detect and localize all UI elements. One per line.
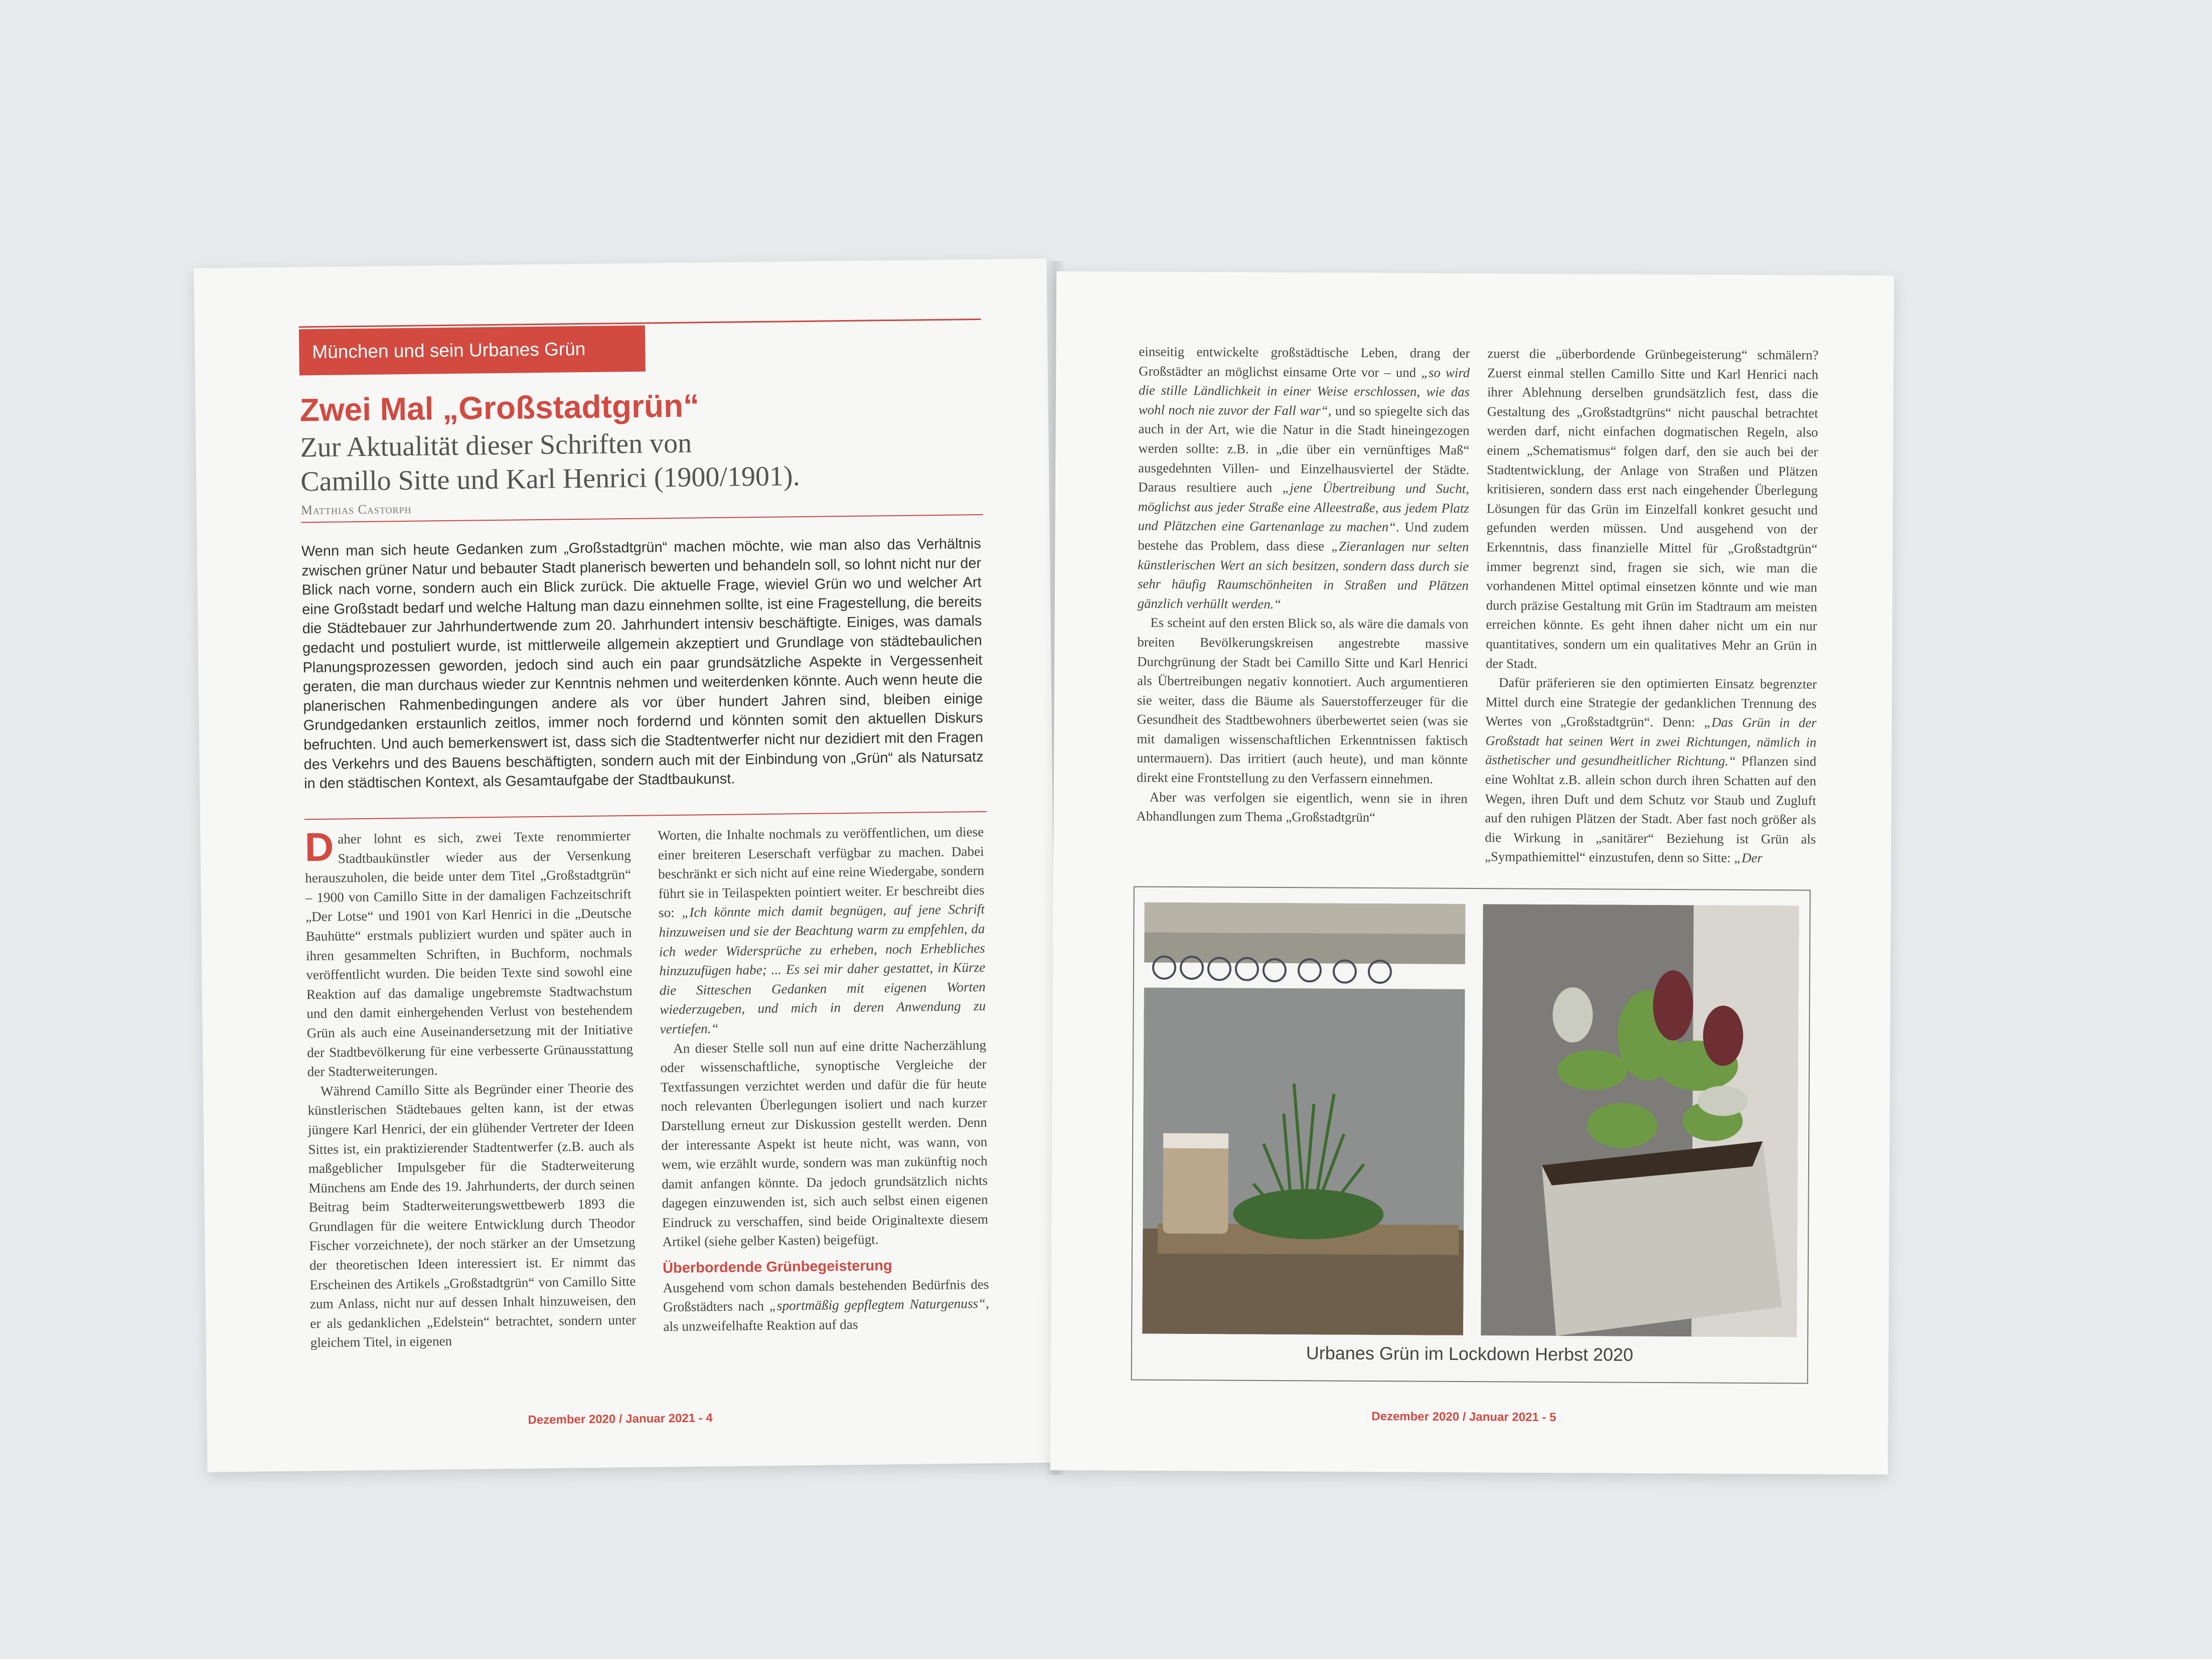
paragraph-text: , und so spiegelte sich das auch in der Art, wie die Natur in die Stadt hineingezogen werden sollte: z.B. in „die über ein vernünftiges Maß“ ausgedehnten Villen- und Einzelhausviertel der Städte. Daraus resultiere auch: [1138, 403, 1470, 496]
left-page: [194, 258, 1060, 1472]
paragraph: [1485, 673, 1817, 868]
right-page: [1050, 271, 1894, 1475]
paragraph: Es scheint auf den ersten Blick so, als wäre die damals von breiten Bevölkerungskreisen angestrebte massive Durchgrünung der Stadt bei Camillo Sitte und Karl Henrici als Übertreibungen negativ konnotiert. Auch argumentieren sie weiter, dass die Bäume als Sauerstofferzeuger für die Gesundheit des Stadtbewohners überbewertet seien (was sie mit damaligen wissenschaftlichen Erkenntnissen faktisch untermauern). Das irritiert (auch heute), und man könnte direkt eine Frontstellung zu den Verfassern einnehmen.: [1136, 615, 1469, 787]
paragraph-text: Pflanzen sind eine Wohltat z.B. allein schon durch ihren Schatten auf den Wegen, ihren Duft und dem Schutz vor Staub und Zugluft auf den ruhigen Plätzen der Stadt. Aber fast noch größer als die Wirkung in „sanitärer“ Beziehung ist Grün als „Sympathiemittel“ einzustufen, denn so Sitte:: [1485, 753, 1817, 866]
right-column-1: [1136, 342, 1470, 828]
paragraph: zuerst die „überbordende Grünbegeisterung“ schmälern? Zuerst einmal stellen Camillo Sitte und Karl Henrici nach ihrer Ablehnung derselben grundsätzlich fest, dass die Gestaltung des „Großstadtgrüns“ nicht pauschal betrachtet werden darf, nicht einfachen dogmatischen Regeln, also einem „Schematismus“ folgen darf, den sie auch bei der Stadtentwicklung, der Anlage von Straßen und Plätzen kritisieren, sondern dass erst nach eingehender Überlegung Lösungen für das Grün im Einzelfall konkret gesucht und gefunden werden müssen. Und ausgehend von der Erkenntnis, dass finanzielle Mittel für „Großstadtgrün“ immer begrenzt sind, fragen sie sich, wie man die vorhandenen Mittel optimal einsetzen könnte und wie man durch präzise Gestaltung mit Grün im Stadtraum am meisten erreichen könnte. Es geht ihnen daher nicht um ein nur quantitatives, sondern um ein qualitatives Mehr an Grün in der Stadt.: [1486, 346, 1819, 671]
paragraph: Aber was verfolgen sie eigentlich, wenn sie in ihren Abhandlungen zum Thema „Großstadtgrün“: [1136, 789, 1468, 825]
article-subtitle: [300, 423, 953, 499]
paragraph-text: einseitig entwickelte großstädtische Leben, drang der Großstädter an möglichst einsame Orte vor – und: [1139, 344, 1470, 380]
quote: „jene Übertreibung und Sucht, möglichst aus jeder Straße eine Alleestraße, aus jedem Platz und Plätzchen eine Gartenanlage zu machen“: [1138, 480, 1470, 535]
photo-box: [1131, 886, 1811, 1384]
paragraph-text: Worten, die Inhalte nochmals zu veröffentlichen, um diese einer breiteren Leserschaft verfügbar zu machen. Dabei beschränkt er sich nicht auf eine reine Wiedergabe, sondern führt sie in Teilaspekten pointiert weiter. Er beschreibt dies so:: [658, 824, 985, 921]
subheading: Überbordende Grünbegeisterung: [662, 1258, 892, 1277]
left-column-1: [304, 826, 637, 1352]
quote: „Das Grün in der Großstadt hat seinen Wert in zwei Richtungen, nämlich in ästhetischer und gesundheitlicher Richtung.“: [1485, 714, 1817, 769]
page-footer: Dezember 2020 / Januar 2021 - 5: [1371, 1409, 1556, 1424]
right-column-2: [1485, 344, 1818, 868]
paragraph: Während Camillo Sitte als Begründer einer Theorie des künstlerischen Städtebaues gelten kann, ist der etwas jüngere Karl Henrici, der ein glühender Vertreter der Ideen Sittes ist, ein praktizierender Stadtentwerfer (z.B. auch als maßgeblicher Impulsgeber für die Stadterweiterung Münchens am Ende des 19. Jahrhunderts, der durch seinen Beitrag beim Stadterweiterungswettbewerb 1893 die Grundlagen für die weitere Entwicklung durch Theodor Fischer vorzeichnete), der noch stärker an der Umsetzung der theoretischen Ideen interessiert ist. Er nimmt das Erscheinen des Artikels „Großstadtgrün“ von Camillo Sitte zum Anlass, nicht nur auf dessen Inhalt hinzuweisen, den er als gedanklichen „Edelstein“ betrachtet, sondern unter gleichem Titel, in eigenen: [307, 1080, 637, 1350]
lead-paragraph: Wenn man sich heute Gedanken zum „Großstadtgrün“ machen möchte, wie man also das Verhältnis zwischen grüner Natur und bebauter Stadt planerisch bewerten und behandeln soll, so lohnt nicht nur der Blick nach vorne, sondern auch ein Blick zurück. Die aktuelle Frage, wieviel Grün wo und welcher Art eine Großstadt bedarf und welche Haltung man dazu einnehmen sollte, ist eine Fragestellung, die bereits die Städtebauer zur Jahrhundertwende zum 20. Jahrhundert intensiv beschäftigte. Einiges, was damals gedacht und postuliert wurde, ist mittlerweile allgemein akzeptiert und Grundlage von städtebaulichen Planungsprozessen geworden, jedoch sind auch ein paar grundsätzliche Aspekte in Vergessenheit geraten, die man durchaus wieder zur Kenntnis nehmen und weiterdenken könnte. Auch wenn heute die planerischen Rahmenbedingungen andere als vor über hundert Jahren sind, bleiben einige Grundgedanken erstaunlich zeitlos, immer noch fordernd und könnten somit den aktuellen Diskurs befruchten. Und auch bemerkenswert ist, dass sich die Stadtentwerfer nicht nur dezidiert mit den Fragen des Verkehrs und des Bauens beschäftigten, sondern auch mit der Einbindung von „Grün“ als Natursatz in den städtischen Kontext, als Gesamtaufgabe der Stadtbaukunst.: [301, 535, 984, 792]
quote: „Zieranlagen nur selten künstlerischen Wert an sich besitzen, sondern dass durch sie sehr häufig Raumschönheiten in Straßen und Plätzen gänzlich verhüllt werden.“: [1137, 538, 1469, 612]
paragraph: [304, 826, 634, 1082]
photo-concrete-planter: [1481, 904, 1799, 1337]
photo-caption: Urbanes Grün im Lockdown Herbst 2020: [1306, 1342, 1634, 1365]
concrete-planter-illustration: [1481, 904, 1799, 1337]
quote: „Ich könnte mich damit begnügen, auf jene Schrift hinzuweisen und sie der Beachtung warm zu empfehlen, da ich weder Widersprüche zu erheben, noch Erhebliches hinzuzufügen habe; ... Es sei mir daher gestattet, in Kürze die Sitteschen Gedanken mit eigenen Worten wiederzugeben, und mich in deren Anwendung zu vertiefen.“: [659, 901, 986, 1037]
author-byline: Matthias Castorph: [300, 501, 412, 518]
paragraph: [658, 822, 986, 1039]
quote: „so wird die stille Ländlichkeit in einer Weise erschlossen, wie das wohl noch nie zuvor der Fall war“: [1138, 365, 1470, 418]
paragraph-text: . Und zudem bestehe das Problem, dass diese: [1138, 519, 1469, 554]
paragraph-text: Dafür präferieren sie den optimierten Einsatz begrenzter Mittel durch eine Strategie der gedanklichen Trennung des Wertes von „Großstadtgrün“. Denn:: [1485, 675, 1817, 730]
article-title: Zwei Mal „Großstadtgrün“: [299, 387, 700, 428]
subtitle-line-2: Camillo Sitte und Karl Henrici (1900/1901).: [300, 461, 800, 498]
paragraph-text: Ausgehend vom schon damals bestehenden Bedürfnis des Großstädters nach: [663, 1276, 989, 1315]
section-tag: München und sein Urbanes Grün: [299, 326, 646, 376]
drop-cap: D: [304, 824, 334, 870]
street-planter-illustration: [1142, 902, 1465, 1335]
photo-street-planter: [1142, 902, 1465, 1335]
subtitle-line-1: Zur Aktualität dieser Schriften von: [300, 427, 692, 464]
page-footer: Dezember 2020 / Januar 2021 - 4: [528, 1411, 713, 1427]
quote: „Der: [1734, 850, 1763, 866]
left-column-2: [658, 822, 990, 1336]
paragraph-text: , als unzweifelhafte Reaktion auf das: [663, 1296, 990, 1334]
quote: „sportmäßig gepflegtem Naturgenuss“: [769, 1296, 986, 1314]
paragraph: [663, 1275, 989, 1336]
paragraph: An dieser Stelle soll nun auf eine dritte Nacherzählung oder wissenschaftliche, synoptische Vergleiche der Textfassungen verzichtet werden und dafür die für heute noch relevanten Überlegungen isoliert und nach kurzer Darstellung erneut zur Diskussion gestellt werden. Denn der interessante Aspekt ist heute nicht, was wann, von wem, wie erzählt wurde, sondern was man zukünftig noch damit anfangen könnte. Da jedoch grundsätzlich nichts dagegen einzuwenden ist, sich auch selbst einen eigenen Eindruck zu verschaffen, sind beide Originaltexte diesem Artikel (siehe gelber Kasten) beigefügt.: [660, 1037, 989, 1250]
lead-rule-bottom: [304, 811, 987, 820]
paragraph-text: aher lohnt es sich, zwei Texte renommierter Stadtbaukünstler wieder aus der Versenkung herauszuholen, die beide unter dem Titel „Großstadtgrün“ – 1900 von Camillo Sitte in der damaligen Fachzeitschrift „Der Lotse“ und 1901 von Karl Henrici in die „Deutsche Bauhütte“ erstmals publiziert wurden und später auch in ihren gesammelten Schriften, in Buchform, nochmals veröffentlicht wurden. Die beiden Texte sind sowohl eine Reaktion auf das damalige ungebremste Stadtwachstum und den damit einhergehenden Verlust von bestehendem Grün als auch eine Auseinandersetzung mit der Initiative der Stadtbevölkerung für eine verbesserte Grünausstattung der Stadterweiterungen.: [305, 828, 634, 1080]
paragraph: [1138, 342, 1470, 615]
